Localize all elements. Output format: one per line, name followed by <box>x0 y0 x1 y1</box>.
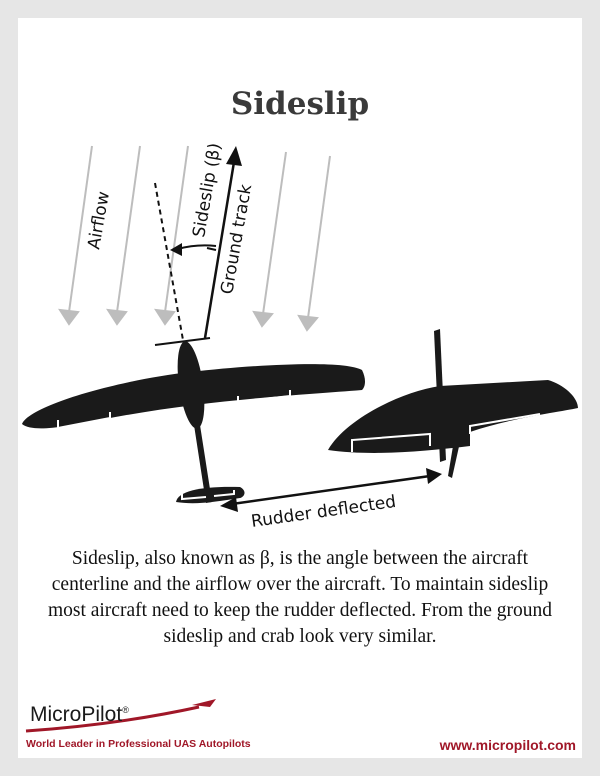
sideslip-label: Sideslip (β) <box>189 141 226 239</box>
aircraft-rudder-view <box>328 329 578 478</box>
sideslip-angle-arc <box>170 243 216 256</box>
brand-registered-mark: ® <box>122 705 129 715</box>
brand-name: MicroPilot <box>30 703 123 726</box>
aircraft-top-view <box>22 340 365 503</box>
brand-tagline: World Leader in Professional UAS Autopilots <box>26 738 251 750</box>
airflow-label: Airflow <box>84 189 115 251</box>
ground-track-label: Ground track <box>217 182 257 296</box>
website-link[interactable]: www.micropilot.com <box>439 737 576 753</box>
micropilot-logo[interactable] <box>30 703 129 727</box>
rudder-deflected-label: Rudder deflected <box>249 491 398 532</box>
page-title: Sideslip <box>230 86 370 122</box>
description-text: Sideslip, also known as β, is the angle between the aircraft centerline and the airflow over the aircraft. To maintain sideslip most aircraft need to keep the rudder deflected. From the ground sideslip and crab look very similar. <box>47 548 553 647</box>
